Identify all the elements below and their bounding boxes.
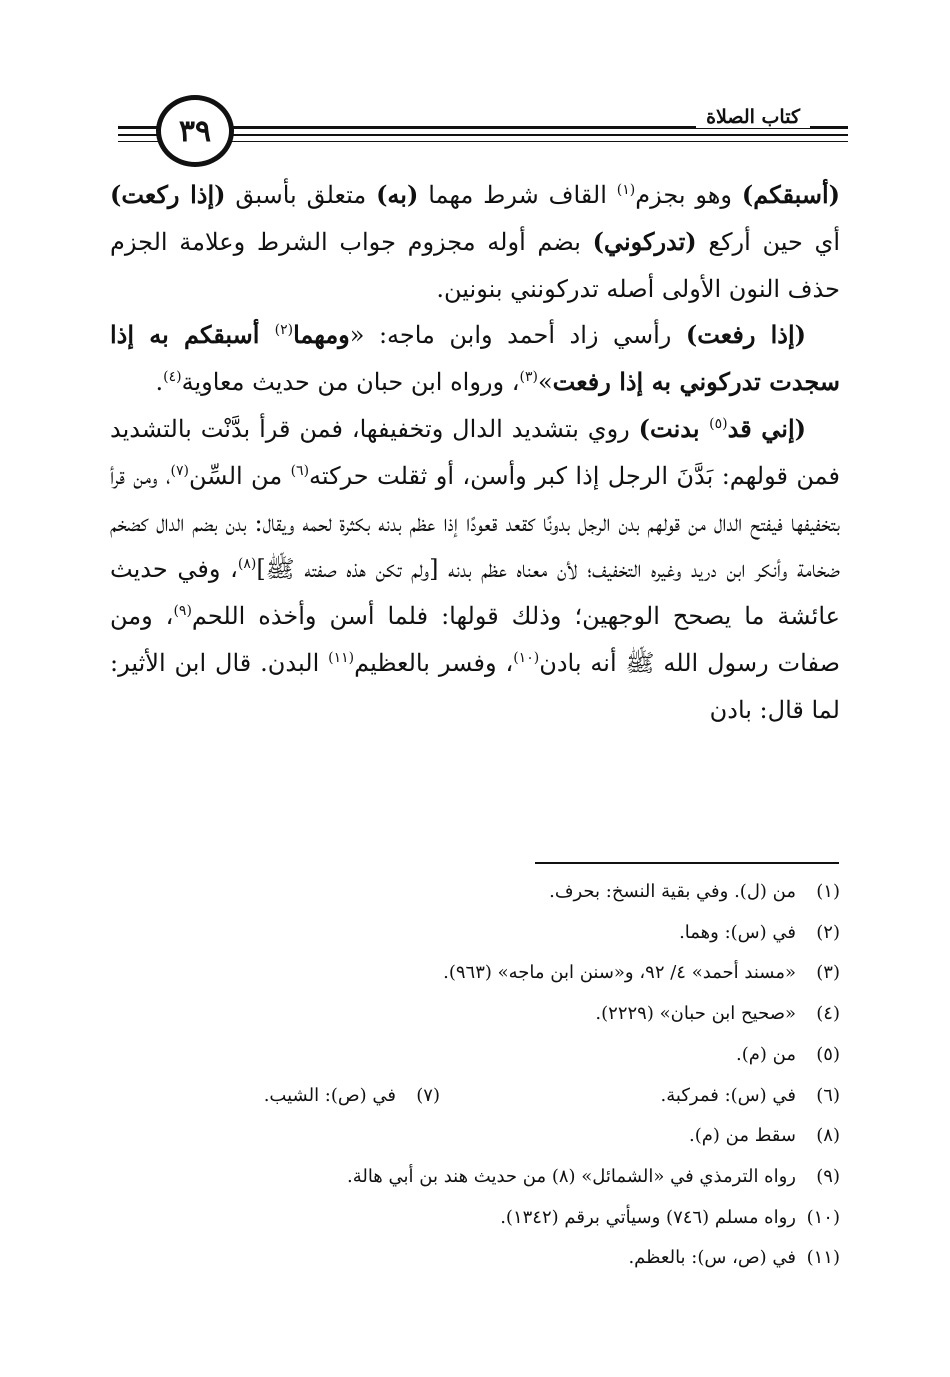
footnote-ref: (٣) bbox=[519, 369, 538, 386]
footnotes bbox=[110, 872, 840, 1279]
matn-term: (إذا ركعت) bbox=[110, 180, 226, 209]
footnote-text: في (س): فمركبة. bbox=[660, 1084, 796, 1106]
footnote-number: (٦) bbox=[816, 1084, 840, 1106]
commentary-text: ، ومن صفات رسول الله ﷺ أنه بادن bbox=[110, 602, 840, 677]
footnote-text: من (م). bbox=[736, 1043, 796, 1065]
footnote-number: (١١) bbox=[806, 1247, 840, 1269]
matn-term: (إني قد bbox=[727, 413, 806, 443]
paragraph bbox=[110, 172, 840, 312]
footnote-text: في (ص، س): بالعظم. bbox=[628, 1247, 796, 1269]
footnote-text: «صحيح ابن حبان» (٢٢٢٩). bbox=[595, 1003, 796, 1025]
commentary-text: متعلق بأسبق bbox=[225, 181, 377, 209]
page-header bbox=[118, 92, 848, 172]
footnote-ref: (٨) bbox=[237, 556, 257, 573]
commentary-text: وهو بجزم bbox=[635, 181, 742, 209]
footnote-text: سقط من (م). bbox=[689, 1125, 796, 1147]
footnote bbox=[264, 1076, 440, 1117]
matn-term: (به) bbox=[376, 180, 419, 209]
matn-term: (تدركوني) bbox=[592, 226, 697, 256]
footnote bbox=[110, 913, 840, 954]
footnote-number: (٥) bbox=[816, 1043, 840, 1065]
footnote-text: «مسند أحمد» ٤/ ٩٢، و«سنن ابن ماجه» (٩٦٣). bbox=[443, 962, 796, 984]
footnote-ref: (٤) bbox=[163, 369, 182, 386]
footnote bbox=[110, 994, 840, 1035]
footnote-number: (٣) bbox=[816, 962, 840, 984]
footnote-ref: (٩) bbox=[173, 603, 192, 620]
paragraph bbox=[110, 406, 840, 734]
commentary-text: البدن. قال ابن الأثير: لما قال: بادن bbox=[110, 648, 840, 724]
footnote-row bbox=[110, 1076, 840, 1117]
paragraph bbox=[110, 312, 840, 406]
footnote-number: (٧) bbox=[416, 1084, 440, 1106]
commentary-text: أي حين أركع bbox=[696, 227, 840, 256]
footnote-number: (١٠) bbox=[806, 1206, 840, 1228]
footnote-ref: (٧) bbox=[170, 462, 190, 479]
footnote-text: في (ص): الشيب. bbox=[263, 1084, 396, 1106]
commentary-text: القاف شرط مهما bbox=[418, 181, 617, 209]
commentary-text: بضم أوله مجزوم جواب الشرط وعلامة الجزم حذف النون الأولى أصله تدركونني بنونين. bbox=[110, 227, 840, 303]
matn-term: (إذا رفعت) bbox=[685, 320, 806, 350]
footnote bbox=[110, 1238, 840, 1279]
hadith-quote: ومهما bbox=[293, 320, 350, 350]
footnote bbox=[110, 872, 840, 913]
footnote-number: (٢) bbox=[816, 921, 840, 943]
footnote-ref: (١٠) bbox=[513, 649, 540, 666]
commentary-text: ، وفسر بالعظيم bbox=[354, 648, 514, 677]
commentary-text: رأسي زاد أحمد وابن ماجه: « bbox=[349, 321, 686, 350]
footnote-divider bbox=[535, 862, 839, 864]
commentary-text: من السِّن bbox=[189, 461, 291, 490]
page-number: ٣٩ bbox=[178, 113, 212, 149]
footnote-ref: (١١) bbox=[328, 649, 355, 666]
commentary-text: ، وفي حديث عائشة ما يصحح الوجهين؛ وذلك قولها: فلما أسن وأخذه اللحم bbox=[110, 555, 840, 631]
commentary-text: . bbox=[155, 368, 164, 397]
matn-term: (أسبقكم) bbox=[741, 180, 840, 209]
commentary-text: ، ورواه ابن حبان من حديث معاوية bbox=[181, 368, 520, 397]
footnote-ref: (٥) bbox=[709, 415, 728, 432]
main-text bbox=[110, 172, 840, 734]
footnote-ref: (١) bbox=[616, 182, 636, 198]
footnote-number: (٤) bbox=[816, 1003, 840, 1025]
footnote bbox=[440, 1076, 840, 1117]
footnote-text: في (س): وهما. bbox=[679, 921, 796, 943]
hadith-quote: أسبقكم به إذا سجدت تدركوني به إذا رفعت bbox=[110, 320, 840, 397]
commentary-text: ، ومن قرأ بتخفيفها فيفتح الدال من قولهم بدن الرجل بدونًا كقعد قعودًا إذا عظم بدنه بكثرة لحمه ويقال: بدن بضم الدال كضخم ضخامة وأنكر ابن دريد وغيره التخفيف؛ لأن معناه عظم بدنه [ولم تكن هذه صفته ﷺ] bbox=[110, 461, 841, 584]
running-title: كتاب الصلاة bbox=[696, 106, 810, 128]
footnote-number: (٨) bbox=[816, 1125, 840, 1147]
footnote-text: رواه مسلم (٧٤٦) وسيأتي برقم (١٣٤٢). bbox=[500, 1206, 796, 1228]
footnote-text: رواه الترمذي في «الشمائل» (٨) من حديث هند بن أبي هالة. bbox=[346, 1165, 796, 1187]
footnote bbox=[110, 1116, 840, 1157]
footnote bbox=[110, 1157, 840, 1198]
footnote-number: (١) bbox=[816, 881, 840, 902]
footnote bbox=[110, 1035, 840, 1076]
footnote bbox=[110, 953, 840, 994]
footnote-number: (٩) bbox=[816, 1165, 840, 1187]
commentary-text: روي بتشديد الدال وتخفيفها، فمن قرأ بدَّنْت بالتشديد فمن قولهم: بَدَّنَ الرجل إذا كبر وأسن، أو ثقلت حركته bbox=[110, 414, 840, 490]
footnote-text: من (ل). وفي بقية النسخ: بحرف. bbox=[549, 881, 796, 902]
footnote-ref: (٢) bbox=[274, 322, 294, 339]
matn-term: بدنت) bbox=[638, 413, 710, 443]
footnote bbox=[110, 1198, 840, 1239]
commentary-text: » bbox=[537, 368, 553, 397]
footnote-ref: (٦) bbox=[290, 462, 310, 479]
page-number-badge bbox=[156, 95, 234, 167]
